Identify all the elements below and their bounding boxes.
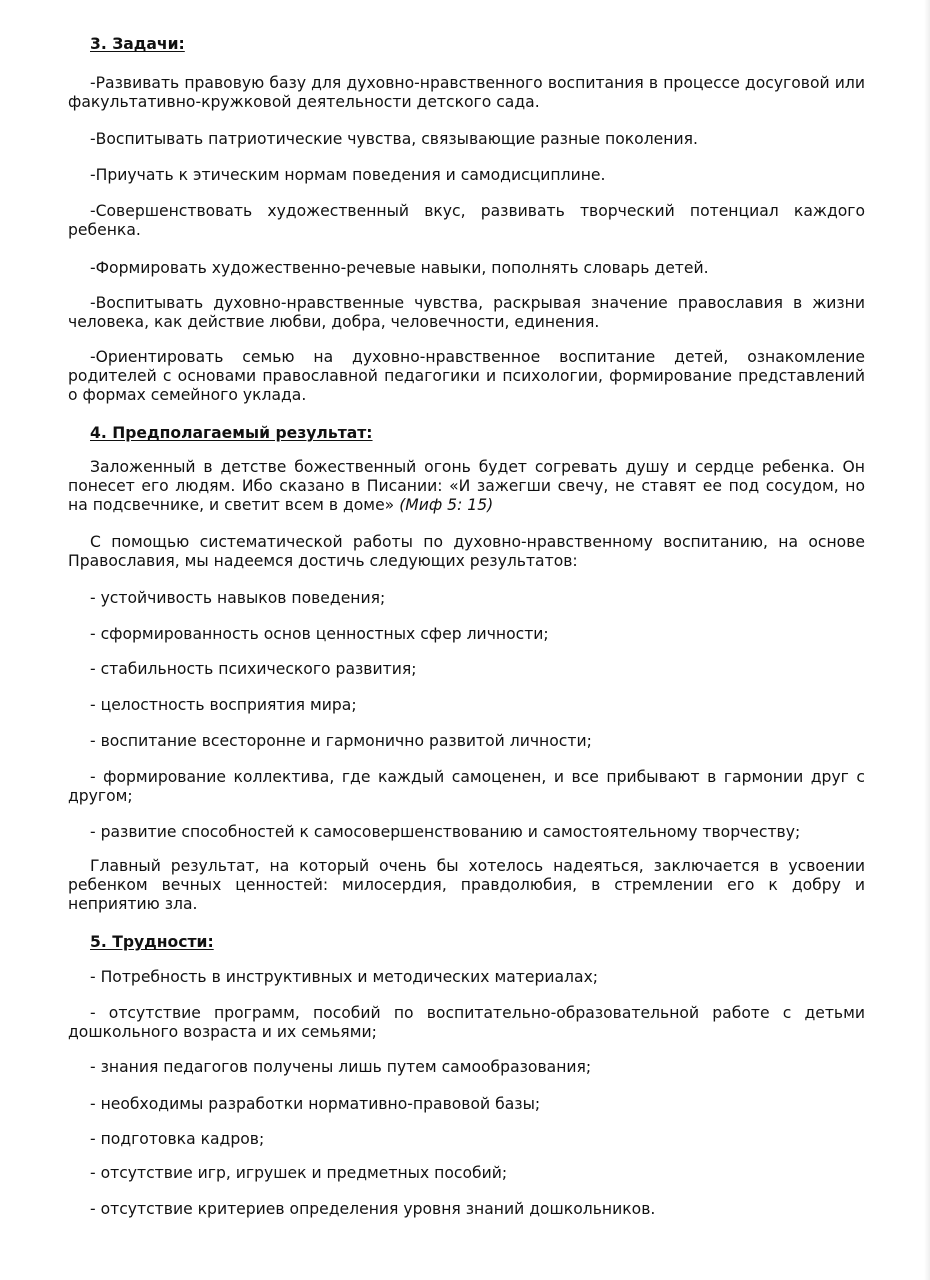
result-conclusion: Главный результат, на который очень бы хотелось надеяться, заключается в усвоении ребенком вечных ценностей: милосердия, правдолюбия, в стремлении его к добру и неприятию зла. [68, 857, 865, 913]
result-item-7: - развитие способностей к самосовершенствованию и самостоятельному творчеству; [90, 823, 801, 841]
result-item-2: - сформированность основ ценностных сфер личности; [90, 625, 549, 643]
result-item-1: - устойчивость навыков поведения; [90, 589, 386, 607]
section-heading-result: 4. Предполагаемый результат: [90, 424, 373, 442]
difficulties-item-2: - отсутствие программ, пособий по воспитательно-образовательной работе с детьми дошкольного возраста и их семьями; [68, 1004, 865, 1041]
tasks-item-4: -Совершенствовать художественный вкус, развивать творческий потенциал каждого ребенка. [68, 202, 865, 239]
difficulties-item-4: - необходимы разработки нормативно-правовой базы; [90, 1095, 541, 1113]
tasks-item-2: -Воспитывать патриотические чувства, связывающие разные поколения. [90, 130, 698, 148]
tasks-item-7: -Ориентировать семью на духовно-нравственное воспитание детей, ознакомление родителей с основами православной педагогики и психологии, формирование представлений о формах семейного уклада. [68, 348, 865, 404]
difficulties-item-5: - подготовка кадров; [90, 1130, 265, 1148]
result-item-4: - целостность восприятия мира; [90, 696, 357, 714]
difficulties-item-1: - Потребность в инструктивных и методических материалах; [90, 968, 599, 986]
difficulties-item-6: - отсутствие игр, игрушек и предметных пособий; [90, 1164, 508, 1182]
result-quote-paragraph [68, 458, 865, 515]
result-item-6: - формирование коллектива, где каждый самоценен, и все прибывают в гармонии друг с другом; [68, 768, 865, 805]
tasks-item-5: -Формировать художественно-речевые навыки, пополнять словарь детей. [90, 259, 709, 277]
section-heading-tasks: 3. Задачи: [90, 35, 185, 53]
result-item-5: - воспитание всесторонне и гармонично развитой личности; [90, 732, 592, 750]
tasks-item-3: -Приучать к этическим нормам поведения и самодисциплине. [90, 166, 606, 184]
tasks-item-6: -Воспитывать духовно-нравственные чувства, раскрывая значение православия в жизни человека, как действие любви, добра, человечности, единения. [68, 294, 865, 331]
result-quote-citation: (Миф 5: 15) [399, 496, 494, 514]
section-heading-difficulties: 5. Трудности: [90, 933, 214, 951]
tasks-item-1: -Развивать правовую базу для духовно-нравственного воспитания в процессе досуговой или факультативно-кружковой деятельности детского сада. [68, 74, 865, 111]
difficulties-item-3: - знания педагогов получены лишь путем самообразования; [90, 1058, 592, 1076]
result-quote-text: Заложенный в детстве божественный огонь будет согревать душу и сердце ребенка. Он понесет его людям. Ибо сказано в Писании: «И зажегши свечу, не ставят ее под сосудом, но на подсвечнике, и светит всем в доме» [68, 458, 865, 514]
result-item-3: - стабильность психического развития; [90, 660, 417, 678]
difficulties-item-7: - отсутствие критериев определения уровня знаний дошкольников. [90, 1200, 656, 1218]
result-intro: С помощью систематической работы по духовно-нравственному воспитанию, на основе Православия, мы надеемся достичь следующих результатов: [68, 533, 865, 570]
